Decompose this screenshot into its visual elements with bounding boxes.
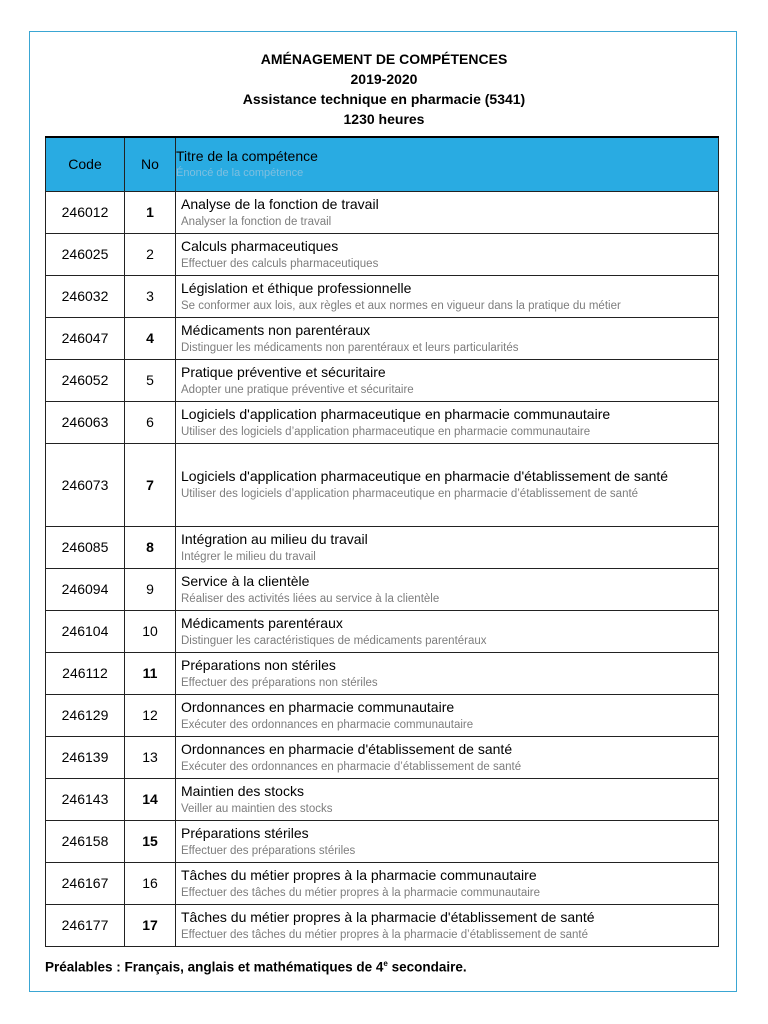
competency-statement: Utiliser des logiciels d’application pharmaceutique en pharmacie d’établissement de santé [181,488,639,500]
competency-statement: Effectuer des préparations stériles [181,844,356,857]
competency-number: 4 [125,317,176,359]
column-header-title-label: Titre de la compétence [176,147,318,164]
competency-title: Service à la clientèle [181,572,310,589]
competency-number: 12 [125,694,176,736]
competency-title: Médicaments non parentéraux [181,321,371,338]
table-row [46,317,719,359]
table-row [46,443,719,526]
table-row [46,610,719,652]
competency-code: 246129 [46,694,125,736]
competency-cell [176,401,719,443]
competency-number: 11 [125,652,176,694]
competency-statement: Effectuer des préparations non stériles [181,676,378,689]
competency-statement: Analyser la fonction de travail [181,215,332,228]
table-row [46,652,719,694]
competency-cell [176,904,719,946]
competency-title: Préparations stériles [181,824,309,841]
competency-statement: Effectuer des calculs pharmaceutiques [181,257,379,270]
competency-code: 246012 [46,191,125,233]
competency-number: 8 [125,526,176,568]
competencies-table [45,136,719,947]
competency-number: 14 [125,778,176,820]
table-row [46,736,719,778]
competency-number: 1 [125,191,176,233]
prerequisites-note [45,959,467,975]
column-header-subtitle-label: Énoncé de la compétence [176,166,304,179]
header-year: 2019-2020 [350,71,418,87]
prerequisites-tail: secondaire. [387,959,467,975]
table-row [46,904,719,946]
competency-title: Médicaments parentéraux [181,614,343,631]
competency-number: 3 [125,275,176,317]
competency-code: 246177 [46,904,125,946]
competency-code: 246073 [46,443,125,526]
competency-cell [176,652,719,694]
competency-code: 246094 [46,568,125,610]
column-header-code: Code [46,137,125,191]
competency-code: 246063 [46,401,125,443]
competency-title: Ordonnances en pharmacie communautaire [181,698,455,715]
document-header [0,49,768,129]
competency-code: 246047 [46,317,125,359]
competency-number: 5 [125,359,176,401]
table-row [46,820,719,862]
competency-statement: Distinguer les médicaments non parentéraux et leurs particularités [181,341,519,354]
competency-cell [176,317,719,359]
competency-statement: Exécuter des ordonnances en pharmacie d’établissement de santé [181,760,522,773]
table-row [46,401,719,443]
competency-statement: Effectuer des tâches du métier propres à la pharmacie d’établissement de santé [181,928,588,941]
competency-code: 246158 [46,820,125,862]
competency-cell [176,610,719,652]
table-row [46,233,719,275]
competency-number: 7 [125,443,176,526]
prerequisites-text: Préalables : Français, anglais et mathématiques de 4 [45,959,384,975]
competency-number: 6 [125,401,176,443]
competency-title: Tâches du métier propres à la pharmacie communautaire [181,866,537,883]
table-row [46,862,719,904]
competency-title: Logiciels d'application pharmaceutique en pharmacie communautaire [181,405,611,422]
column-header-title [176,137,719,191]
competency-code: 246025 [46,233,125,275]
competency-title: Maintien des stocks [181,782,304,799]
competency-cell [176,778,719,820]
table-row [46,568,719,610]
competency-cell [176,820,719,862]
competency-code: 246167 [46,862,125,904]
competency-cell [176,233,719,275]
table-header-row [46,137,719,191]
competency-title: Ordonnances en pharmacie d'établissement de santé [181,740,513,757]
competency-statement: Utiliser des logiciels d’application pharmaceutique en pharmacie communautaire [181,425,591,438]
column-header-no: No [125,137,176,191]
competency-cell [176,359,719,401]
table-row [46,778,719,820]
competency-code: 246104 [46,610,125,652]
competency-cell [176,275,719,317]
table-row [46,359,719,401]
competency-code: 246139 [46,736,125,778]
table-row [46,191,719,233]
competency-statement: Se conformer aux lois, aux règles et aux normes en vigueur dans la pratique du métier [181,299,621,312]
header-title: AMÉNAGEMENT DE COMPÉTENCES [260,51,508,67]
competency-cell [176,191,719,233]
competency-title: Tâches du métier propres à la pharmacie d'établissement de santé [181,908,595,925]
competency-code: 246052 [46,359,125,401]
competency-number: 16 [125,862,176,904]
table-row [46,694,719,736]
table-row [46,526,719,568]
competency-cell [176,736,719,778]
competency-number: 2 [125,233,176,275]
competency-number: 17 [125,904,176,946]
competency-number: 9 [125,568,176,610]
competency-code: 246085 [46,526,125,568]
competency-cell [176,568,719,610]
competency-code: 246112 [46,652,125,694]
prerequisites-superscript: e [383,959,388,968]
competency-statement: Veiller au maintien des stocks [181,802,333,815]
competency-number: 15 [125,820,176,862]
competency-title: Calculs pharmaceutiques [181,237,339,254]
competency-number: 13 [125,736,176,778]
competency-title: Analyse de la fonction de travail [181,195,379,212]
competency-title: Pratique préventive et sécuritaire [181,363,386,380]
competency-statement: Effectuer des tâches du métier propres à la pharmacie communautaire [181,886,541,899]
competency-statement: Exécuter des ordonnances en pharmacie communautaire [181,718,474,731]
competency-statement: Adopter une pratique préventive et sécuritaire [181,383,414,396]
competency-cell [176,862,719,904]
header-program: Assistance technique en pharmacie (5341) [242,91,526,107]
competency-cell [176,526,719,568]
competency-title: Préparations non stériles [181,656,336,673]
competency-code: 246032 [46,275,125,317]
header-hours: 1230 heures [343,111,425,127]
competency-cell [176,443,719,526]
competency-code: 246143 [46,778,125,820]
competency-cell [176,694,719,736]
table-row [46,275,719,317]
competency-number: 10 [125,610,176,652]
competency-statement: Intégrer le milieu du travail [181,550,316,563]
competency-title: Logiciels d'application pharmaceutique en pharmacie d'établissement de santé [181,468,669,484]
competency-statement: Réaliser des activités liées au service à la clientèle [181,592,440,605]
competency-title: Intégration au milieu du travail [181,530,368,547]
competency-title: Législation et éthique professionnelle [181,279,412,296]
competency-statement: Distinguer les caractéristiques de médicaments parentéraux [181,634,487,647]
